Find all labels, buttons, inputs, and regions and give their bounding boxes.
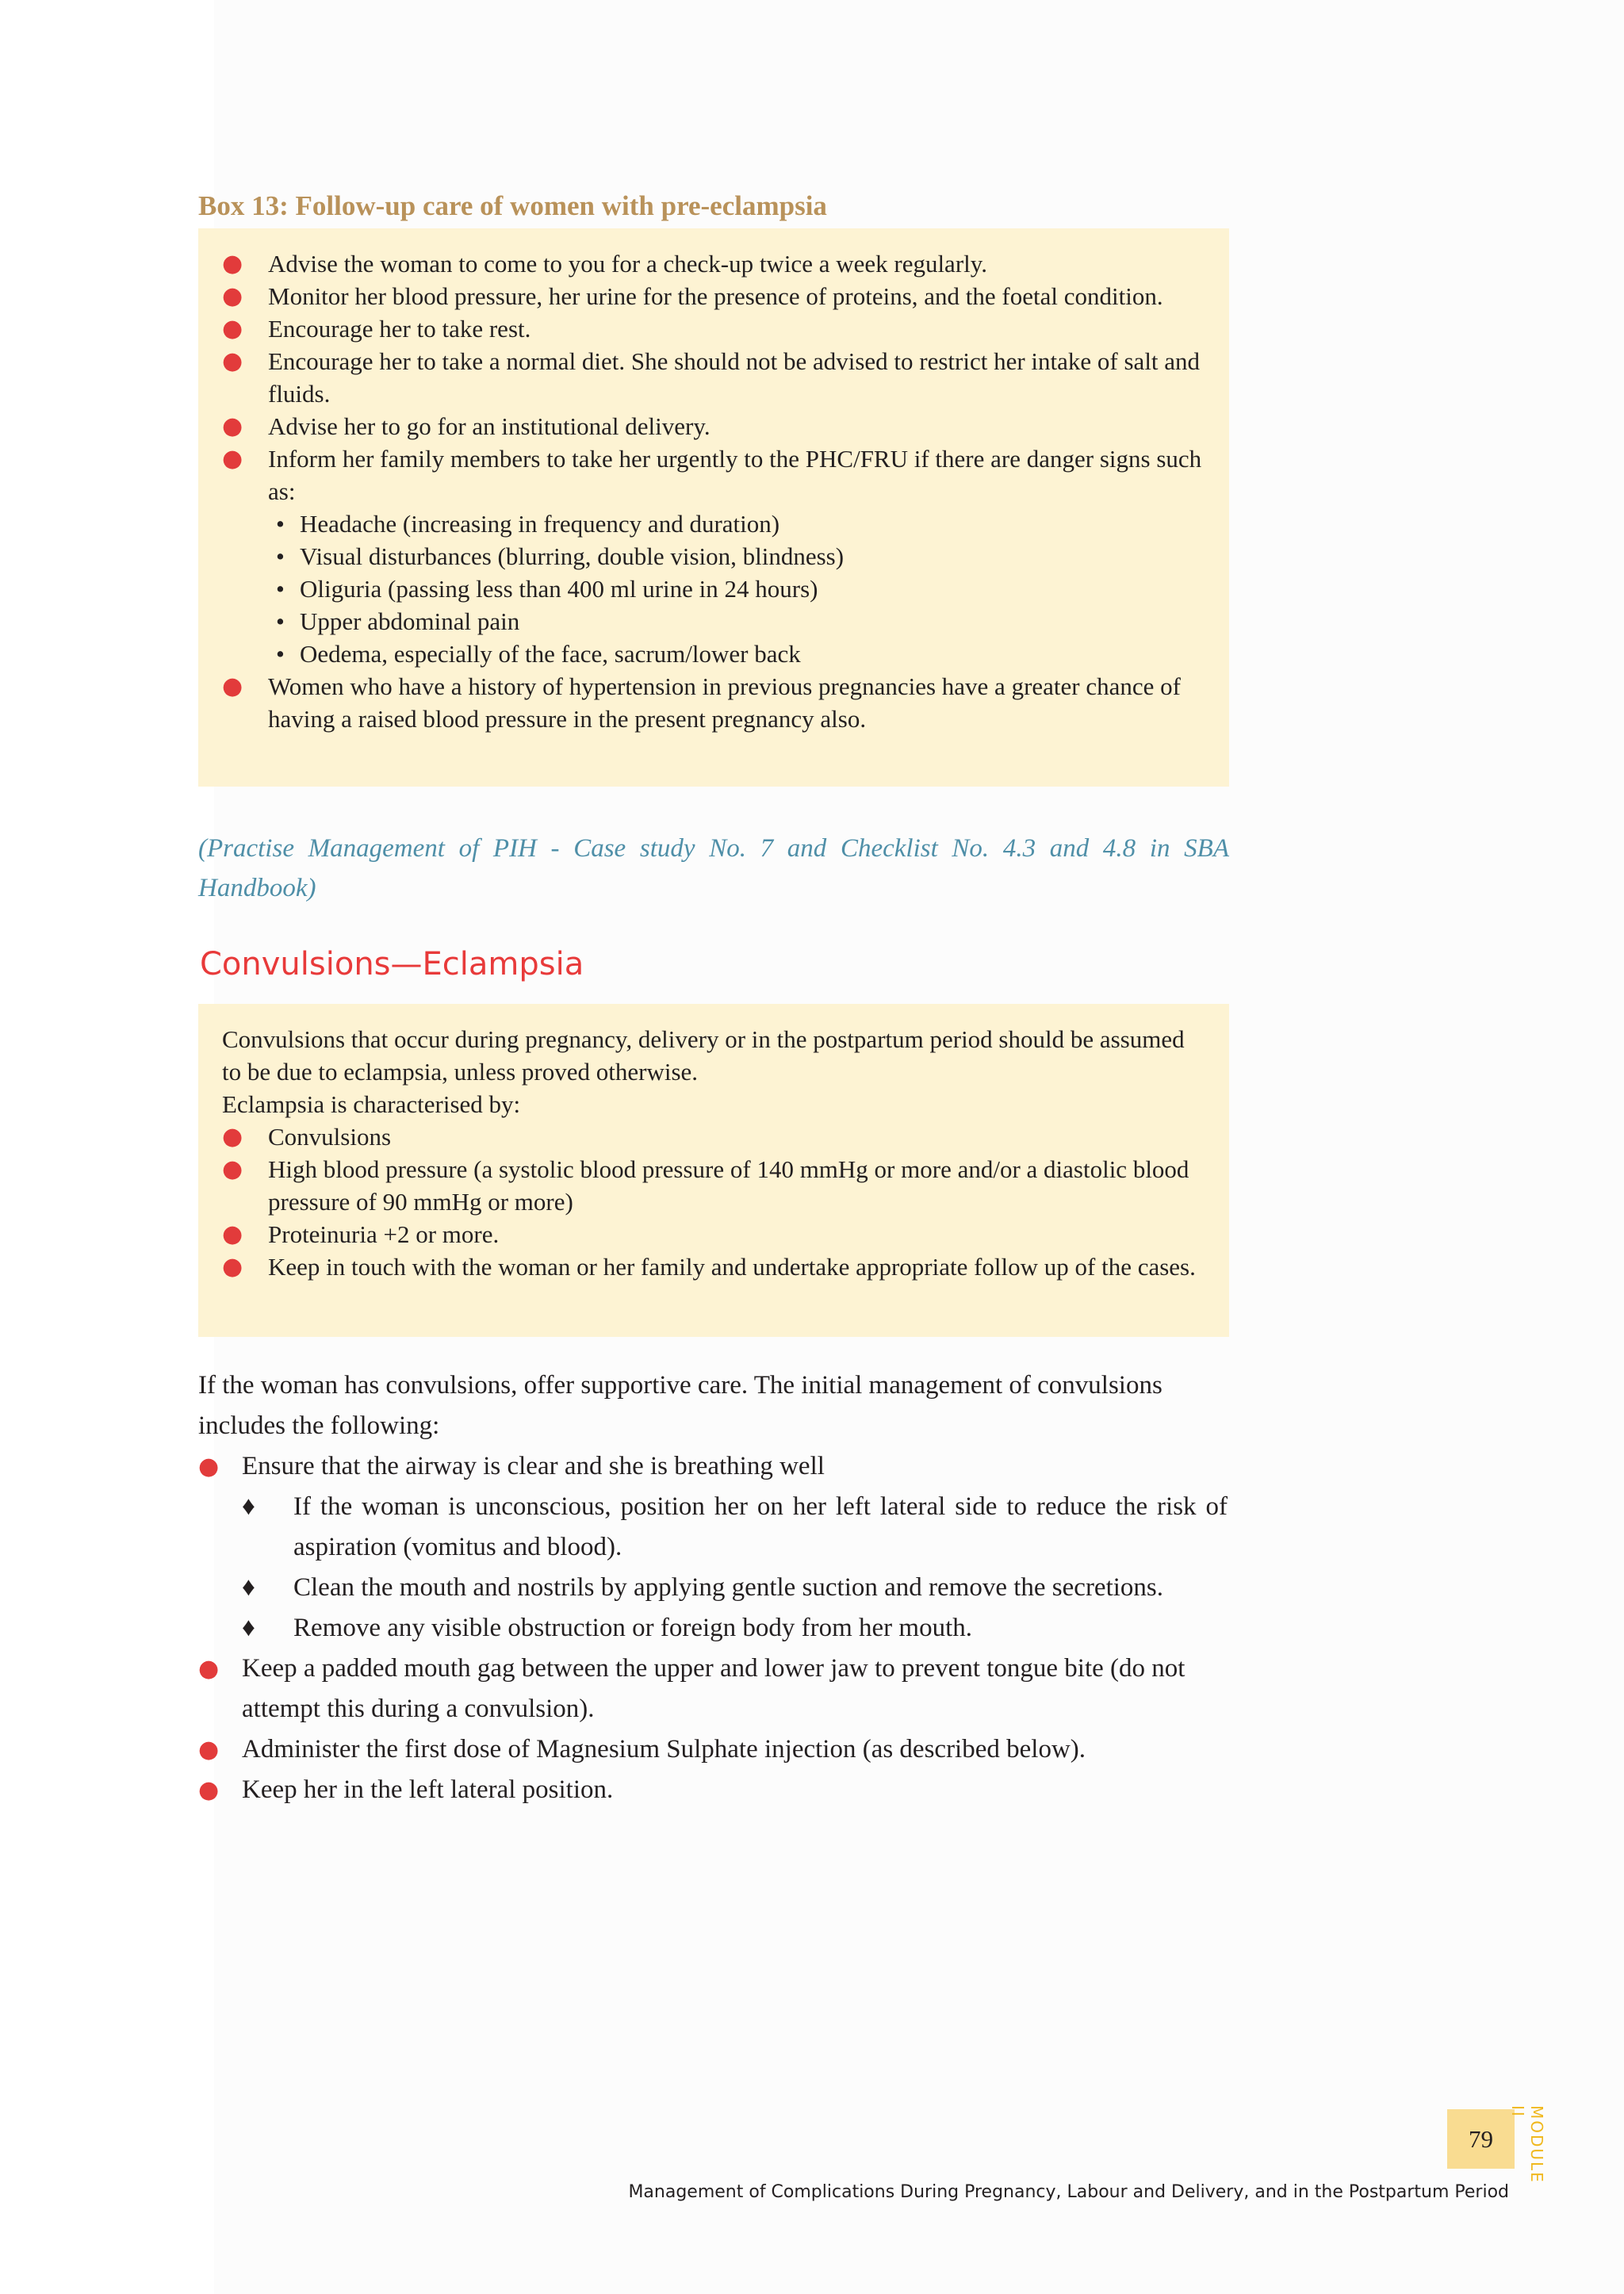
- bullet-icon: ●: [222, 315, 243, 343]
- danger-sign-item: • Headache (increasing in frequency and duration): [276, 507, 1205, 540]
- danger-sign-item: • Visual disturbances (blurring, double vision, blindness): [276, 540, 1205, 573]
- diamond-icon: ♦: [242, 1614, 255, 1642]
- box-13-title: Box 13: Follow-up care of women with pre-eclampsia: [198, 190, 827, 221]
- list-item: ● Advise the woman to come to you for a check-up twice a week regularly.: [222, 247, 1205, 280]
- bullet-icon: ●: [222, 672, 243, 700]
- list-item: ● Proteinuria +2 or more.: [222, 1218, 1205, 1250]
- list-item: ● Women who have a history of hypertension in previous pregnancies have a greater chance of having a raised blood pressure in the present pregnancy also.: [222, 670, 1205, 735]
- bullet-icon: ●: [222, 250, 243, 278]
- bullet-icon: ●: [222, 445, 243, 473]
- box-13-list: [222, 247, 1205, 735]
- bullet-icon: ●: [222, 1220, 243, 1248]
- diamond-icon: ♦: [242, 1492, 255, 1521]
- practise-note: (Practise Management of PIH - Case study No. 7 and Checklist No. 4.3 and 4.8 in SBA Handbook): [198, 834, 1229, 902]
- list-item: ● Convulsions: [222, 1120, 1205, 1153]
- bullet-icon: ●: [198, 1776, 220, 1804]
- danger-signs-list: [268, 507, 1205, 670]
- bullet-icon: ●: [198, 1736, 220, 1764]
- bullet-icon: ●: [222, 1123, 243, 1151]
- section-heading: Convulsions—Eclampsia: [200, 946, 584, 982]
- eclampsia-box: [198, 1004, 1229, 1337]
- sub-bullet-icon: •: [276, 510, 285, 538]
- list-item: ● Inform her family members to take her urgently to the PHC/FRU if there are danger signs such as: • Headache (increasing in frequency and duration) • Visual disturbances (blurring, double vision, blindness) • Oliguria (passing less than 400 ml urine in 24 hours) • Upper abdominal pain • Oedema, especially of the face, sacrum/lower back: [222, 442, 1205, 670]
- airway-step-item: ♦ Remove any visible obstruction or foreign body from her mouth.: [242, 1608, 1228, 1649]
- list-item: ● Administer the first dose of Magnesium Sulphate injection (as described below).: [198, 1729, 1228, 1770]
- list-item: ● Advise her to go for an institutional delivery.: [222, 410, 1205, 442]
- airway-steps-list: [242, 1487, 1228, 1649]
- running-footer: Management of Complications During Pregnancy, Labour and Delivery, and in the Postpartum Period: [628, 2182, 1509, 2202]
- bullet-icon: ●: [222, 347, 243, 375]
- diamond-icon: ♦: [242, 1573, 255, 1602]
- list-item: ● Keep in touch with the woman or her family and undertake appropriate follow up of the cases.: [222, 1250, 1205, 1283]
- sub-bullet-icon: •: [276, 607, 285, 635]
- bullet-icon: ●: [222, 412, 243, 440]
- list-item: ● High blood pressure (a systolic blood pressure of 140 mmHg or more and/or a diastolic blood pressure of 90 mmHg or more): [222, 1153, 1205, 1218]
- airway-step-item: ♦ Clean the mouth and nostrils by applying gentle suction and remove the secretions.: [242, 1568, 1228, 1608]
- list-item: ● Keep her in the left lateral position.: [198, 1770, 1228, 1810]
- list-item: ● Encourage her to take a normal diet. She should not be advised to restrict her intake of salt and fluids.: [222, 345, 1205, 410]
- list-item: ● Encourage her to take rest.: [222, 312, 1205, 345]
- bullet-icon: ●: [222, 282, 243, 310]
- module-label: MODULE II: [1508, 2105, 1546, 2184]
- sub-bullet-icon: •: [276, 640, 285, 668]
- management-intro: If the woman has convulsions, offer supportive care. The initial management of convulsions includes the following:: [198, 1371, 1162, 1440]
- bullet-icon: ●: [198, 1655, 220, 1683]
- danger-sign-item: • Upper abdominal pain: [276, 605, 1205, 638]
- eclampsia-char-label: Eclampsia is characterised by:: [222, 1090, 521, 1118]
- list-item: ● Keep a padded mouth gag between the upper and lower jaw to prevent tongue bite (do not attempt this during a convulsion).: [198, 1649, 1228, 1729]
- airway-step-item: ♦ If the woman is unconscious, position her on her left lateral side to reduce the risk of aspiration (vomitus and blood).: [242, 1487, 1228, 1568]
- bullet-icon: ●: [222, 1253, 243, 1281]
- sub-bullet-icon: •: [276, 575, 285, 603]
- management-list: [198, 1446, 1228, 1810]
- page-number: 79: [1447, 2109, 1515, 2169]
- list-item: ● Monitor her blood pressure, her urine for the presence of proteins, and the foetal condition.: [222, 280, 1205, 312]
- bullet-icon: ●: [198, 1453, 220, 1480]
- box-13: [198, 228, 1229, 787]
- eclampsia-list: [222, 1120, 1205, 1283]
- management-section: [198, 1365, 1228, 1810]
- list-item: ● Ensure that the airway is clear and she is breathing well ♦ If the woman is unconscious, position her on her left lateral side to reduce the risk of aspiration (vomitus and blood). ♦ Clean the mouth and nostrils by applying gentle suction and remove the secretions. ♦ Remove any visible obstruction or foreign body from her mouth.: [198, 1446, 1228, 1649]
- bullet-icon: ●: [222, 1155, 243, 1183]
- danger-sign-item: • Oliguria (passing less than 400 ml urine in 24 hours): [276, 573, 1205, 605]
- danger-sign-item: • Oedema, especially of the face, sacrum/lower back: [276, 638, 1205, 670]
- eclampsia-intro: Convulsions that occur during pregnancy, delivery or in the postpartum period should be assumed to be due to eclampsia, unless proved otherwise.: [222, 1025, 1185, 1086]
- sub-bullet-icon: •: [276, 542, 285, 570]
